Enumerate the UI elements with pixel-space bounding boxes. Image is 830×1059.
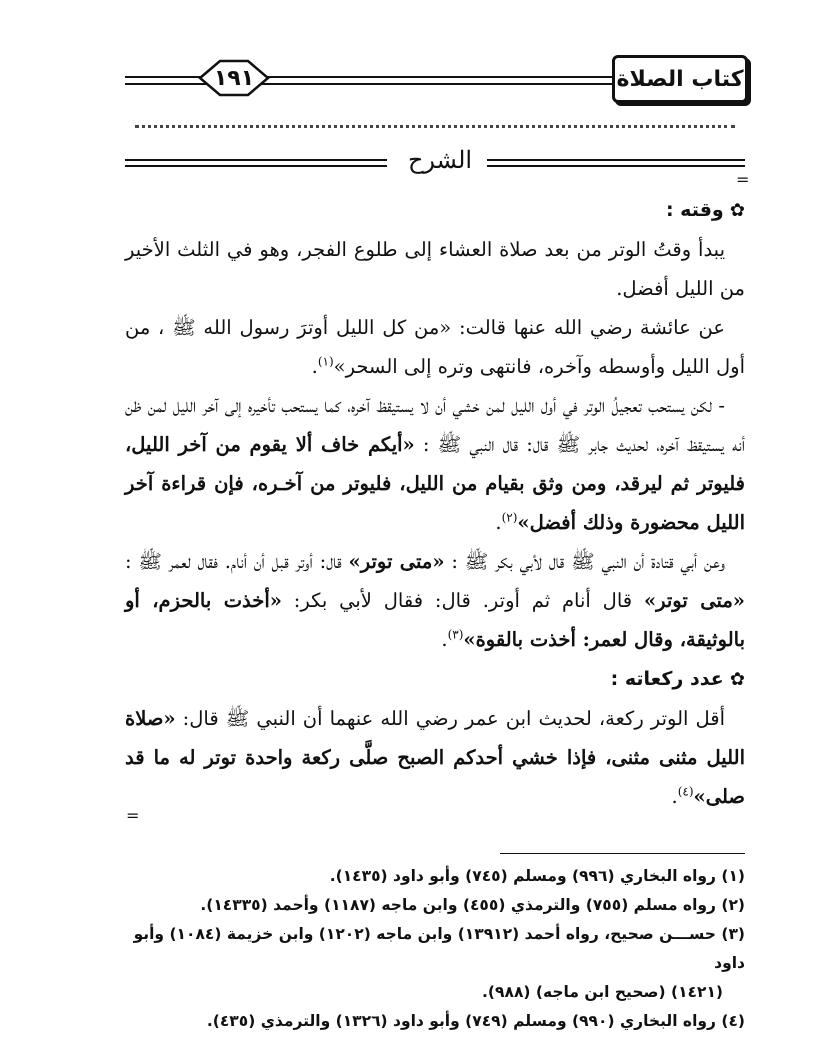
heading-count-text: عدد ركعاته : bbox=[610, 668, 724, 690]
section-title: الشرح bbox=[407, 146, 473, 174]
equal-mark-top: = bbox=[736, 170, 750, 189]
footnote-3: (٣) حســـن صحيح، رواه أحمد (١٣٩١٢) وابن ماجه (١٢٠٢) وابن خزيمة (١٠٨٤) وأبو داود bbox=[133, 925, 745, 972]
footnote-ref-1: (١) bbox=[317, 354, 334, 369]
paragraph-1: يبدأ وقتُ الوتر من بعد صلاة العشاء إلى طلوع الفجر، وهو في الثلث الأخير من الليل أفضل. bbox=[125, 238, 745, 300]
paragraph-2-text: عن عائشة رضي الله عنها قالت: «من كل الليل أوترَ رسول الله ﷺ ، من أول الليل وأوسطه وآخره، فانتهى وتره إلى السحر» bbox=[125, 316, 745, 378]
footnote-2: (٢) رواه مسلم (٧٥٥) والترمذي (٤٥٥) وابن ماجه (١١٨٧) وأحمد (١٤٣٣٥). bbox=[200, 896, 745, 914]
flower-icon: ✿ bbox=[729, 200, 745, 221]
paragraph-4-quote-1: «متى توتر» bbox=[348, 550, 445, 573]
footnotes bbox=[125, 862, 745, 1036]
paragraph-4-quote-2: «متى توتر» bbox=[643, 589, 745, 612]
section-rule-left-2 bbox=[125, 165, 387, 167]
heading-time bbox=[125, 190, 745, 230]
page-number-text: ١٩١ bbox=[213, 65, 255, 91]
paragraph-3: - لكن يستحب تعجيلُ الوتر في أول الليل لمن خشي أن لا يستيقظ آخره، كما يستحب تأخيره إلى آخر الليل لمن ظن أنه يستيقظ آخره، لحديث جابر ﷺ قال: قال النبي ﷺ : «أيكم خاف ألا يقوم من آخر الليل، فليوتر ثم ليرقد، ومن وثق بقيام من الليل، فليوتر من آخـره، فإن قراءة آخر الليل محضورة وذلك أفضل»$^{(٢)}$. bbox=[125, 394, 745, 534]
paragraph-4-mid-2: قال أنام ثم أوتر. قال: فقال لأبي بكر: bbox=[281, 589, 644, 612]
section-rule-left-1 bbox=[125, 159, 387, 161]
paragraph-2: عن عائشة رضي الله عنها قالت: «من كل الليل أوترَ رسول الله ﷺ ، من أول الليل وأوسطه وآخره، فانتهى وتره إلى السحر»$^{(١)}$. bbox=[125, 316, 745, 378]
paragraph-5: أقل الوتر ركعة، لحديث ابن عمر رضي الله عنهما أن النبي ﷺ قال: «صلاة الليل مثنى مثنى، فإذا خشي أحدكم الصبح صلَّى ركعة واحدة توتر له ما قد صلى»$^{(٤)}$. bbox=[125, 707, 745, 808]
book-title-text: كتاب الصلاة bbox=[616, 66, 744, 92]
paragraph-4-quote-3: «أخذت بالحزم، أو بالوثيقة، وقال لعمر: أخذت بالقوة» bbox=[125, 589, 745, 651]
footnote-ref-4: (٤) bbox=[677, 784, 694, 799]
equal-mark-bottom: = bbox=[126, 806, 140, 825]
book-title bbox=[612, 55, 748, 103]
paragraph-5-quote: «صلاة الليل مثنى مثنى، فإذا خشي أحدكم الصبح صلَّى ركعة واحدة توتر له ما قد صلى» bbox=[125, 707, 745, 808]
paragraph-4-mid-1: قال: أوتر قبل أن أنام. فقال لعمر ﷺ : bbox=[125, 550, 349, 573]
footnote-3-continued: (١٤٢١) (صحيح ابن ماجه) (٩٨٨). bbox=[482, 983, 723, 1001]
flower-icon: ✿ bbox=[729, 669, 745, 690]
heading-time-text: وقته : bbox=[665, 199, 724, 221]
page-number bbox=[190, 58, 278, 98]
heading-count bbox=[125, 659, 745, 699]
footnote-1: (١) رواه البخاري (٩٩٦) ومسلم (٧٤٥) وأبو داود (١٤٣٥). bbox=[329, 867, 745, 885]
paragraph-5-intro: أقل الوتر ركعة، لحديث ابن عمر رضي الله عنهما أن النبي ﷺ قال: bbox=[175, 707, 725, 730]
dotted-divider bbox=[135, 125, 735, 132]
paragraph-3-quote: «أيكم خاف ألا يقوم من آخر الليل، فليوتر ثم ليرقد، ومن وثق بقيام من الليل، فليوتر من آخـره، فإن قراءة آخر الليل محضورة وذلك أفضل» bbox=[125, 433, 745, 534]
section-rule-right-2 bbox=[487, 165, 745, 167]
body-text bbox=[125, 190, 745, 816]
footnote-4: (٤) رواه البخاري (٩٩٠) ومسلم (٧٤٩) وأبو داود (١٣٢٦) والترمذي (٤٣٥). bbox=[206, 1012, 745, 1030]
footnote-ref-3: (٣) bbox=[447, 627, 464, 642]
footnote-rule bbox=[500, 853, 745, 854]
paragraph-3-intro: - لكن يستحب تعجيلُ الوتر في أول الليل لمن خشي أن لا يستيقظ آخره، كما يستحب تأخيره إلى آخر الليل لمن ظن أنه يستيقظ آخره، لحديث جابر ﷺ قال: قال النبي ﷺ : bbox=[125, 394, 745, 456]
section-rule-right-1 bbox=[487, 159, 745, 161]
footnote-ref-2: (٢) bbox=[501, 510, 518, 525]
paragraph-4: وعن أبي قتادة أن النبي ﷺ قال لأبي بكر ﷺ : «متى توتر» قال: أوتر قبل أن أنام. فقال لعمر ﷺ : «متى توتر» قال أنام ثم أوتر. قال: فقال لأبي بكر: «أخذت بالحزم، أو بالوثيقة، وقال لعمر: أخذت بالقوة»$^{(٣)}$. bbox=[125, 550, 745, 651]
paragraph-4-intro: وعن أبي قتادة أن النبي ﷺ قال لأبي بكر ﷺ : bbox=[444, 550, 725, 573]
